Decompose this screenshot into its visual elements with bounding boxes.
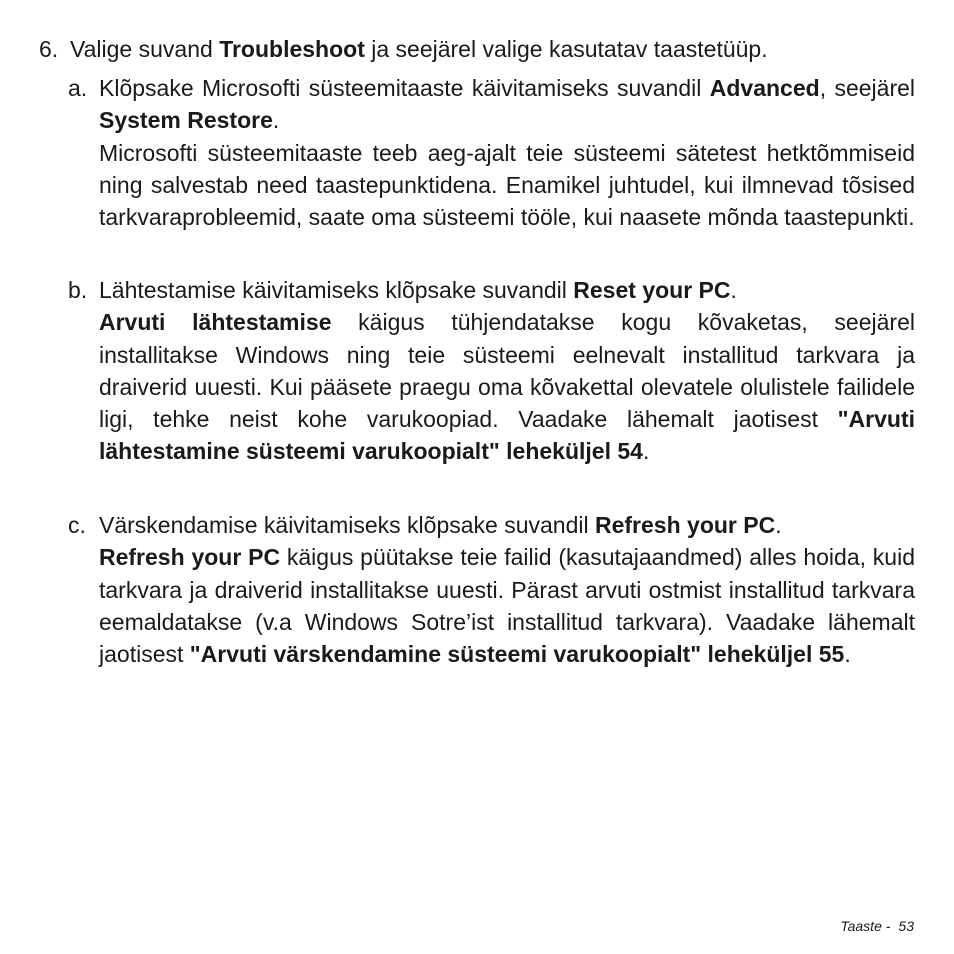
- sub-item-b: [68, 274, 915, 468]
- option-advanced: Advanced: [709, 75, 820, 101]
- description-bold-term: Arvuti lähtestamise: [99, 309, 332, 336]
- sub-item-description: Microsofti süsteemitaaste teeb aeg-ajalt teie süsteemi sätetest hetktõmmiseid ning salvestab need taastepunktidena. Enamikel juhtudel, kui ilmnevad tõsised tarkvaraprobleemid, saate oma süsteemi tööle, kui naasete mõnda taastepunkti.: [99, 139, 915, 231]
- step-bold-troubleshoot: Troubleshoot: [219, 36, 365, 62]
- description-end: .: [642, 438, 650, 465]
- footer-section: Taaste -: [840, 918, 891, 934]
- option-system-restore: System Restore: [99, 107, 273, 134]
- instruction-end: .: [272, 107, 280, 134]
- sub-item-letter: b.: [68, 277, 88, 303]
- option-refresh-your-pc: Refresh your PC: [595, 512, 776, 538]
- cross-reference: "Arvuti värskendamine süsteemi varukoopialt" leheküljel 55: [189, 641, 845, 668]
- instruction-text: Lähtestamise käivitamiseks klõpsake suvandil: [99, 277, 574, 303]
- sub-item-body: [99, 274, 915, 468]
- option-reset-your-pc: Reset your PC: [573, 277, 731, 303]
- sub-item-body: [99, 509, 915, 670]
- description-text: käigus püütakse teie failid (kasutajaandmed) alles hoida, kuid tarkvara ja draiverid installitakse uuesti. Pärast arvuti ostmist installitud tarkvara eemaldatakse (v.a Windows Sotre’ist installitud tarkvara). Vaadake lähemalt jaotisest: [99, 544, 916, 668]
- instruction-end: .: [730, 277, 737, 303]
- step-6: [39, 33, 915, 65]
- sub-item-instruction: [99, 72, 915, 137]
- step-text-after: ja seejärel valige kasutatav taastetüüp.: [364, 36, 768, 62]
- sub-item-letter: a.: [68, 75, 88, 101]
- step-text-before: Valige suvand: [70, 36, 220, 62]
- sub-item-description: [99, 306, 915, 467]
- instruction-text: Klõpsake Microsofti süsteemitaaste käivitamiseks suvandil: [99, 75, 710, 101]
- cross-reference: "Arvuti lähtestamine süsteemi varukoopialt" leheküljel 54: [99, 406, 915, 465]
- sub-item-body: [99, 72, 915, 233]
- instruction-text: Värskendamise käivitamiseks klõpsake suvandil: [99, 512, 595, 538]
- description-bold-term: Refresh your PC: [99, 544, 281, 571]
- page-number: 53: [898, 918, 914, 934]
- sub-item-description: [99, 541, 915, 670]
- sub-item-instruction: [99, 274, 915, 306]
- instruction-end: .: [775, 512, 782, 538]
- sub-item-c: [68, 509, 915, 670]
- description-end: .: [844, 641, 851, 668]
- step-number: 6.: [39, 36, 59, 62]
- sub-item-instruction: [99, 509, 915, 541]
- instruction-mid: , seejärel: [819, 75, 916, 101]
- page-footer: [840, 918, 914, 934]
- sub-item-letter: c.: [68, 512, 86, 538]
- sub-item-a: [68, 72, 915, 233]
- description-text: käigus tühjendatakse kogu kõvaketas, seejärel installitakse Windows ning teie süsteemi eelnevalt installitud tarkvara ja draiverid uuesti. Kui pääsete praegu oma kõvakettal olevatele olulistele failidele ligi, tehke neist kohe varukoopiad. Vaadake lähemalt jaotisest: [99, 309, 915, 433]
